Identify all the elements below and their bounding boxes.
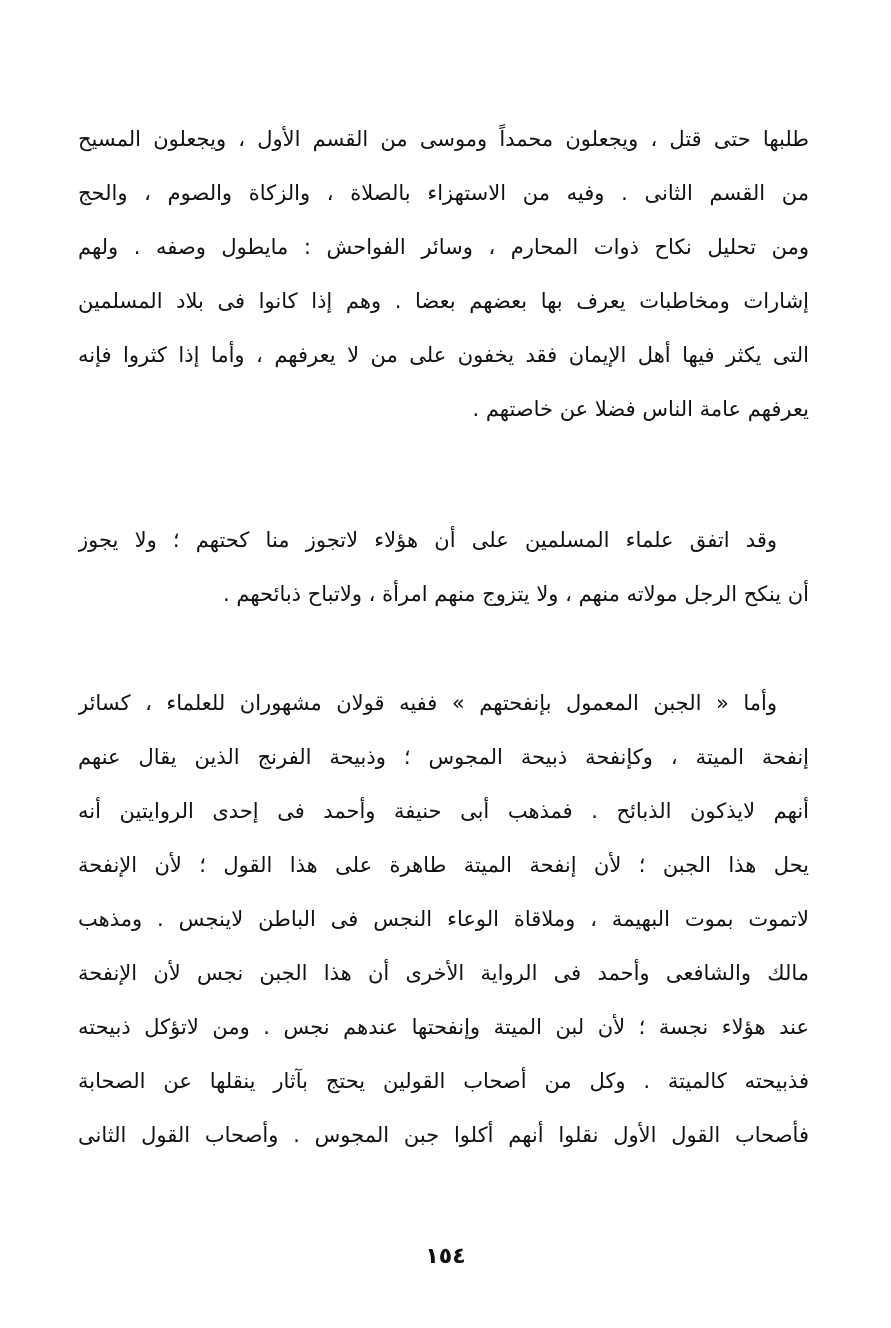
paragraph-3 (78, 676, 809, 1162)
text-line: فذبيحته كالميتة . وكل من أصحاب القولين يحتج بآثار ينقلها عن الصحابة (78, 1069, 809, 1093)
text-line: طلبها حتى قتل ، ويجعلون محمداً وموسى من القسم الأول ، ويجعلون المسيح (78, 127, 809, 151)
text-line: مالك والشافعى وأحمد فى الرواية الأخرى أن هذا الجبن نجس لأن الإنفحة (78, 961, 809, 985)
text-line: فأصحاب القول الأول نقلوا أنهم أكلوا جبن المجوس . وأصحاب القول الثانى (78, 1123, 809, 1147)
text-line: يعرفهم عامة الناس فضلا عن خاصتهم . (472, 397, 809, 421)
text-line: عند هؤلاء نجسة ؛ لأن لبن الميتة وإنفحتها عندهم نجس . ومن لاتؤكل ذبيحته (78, 1015, 809, 1039)
text-line: وأما « الجبن المعمول بإنفحتهم » ففيه قولان مشهوران للعلماء ، كسائر (78, 691, 777, 715)
text-line: إشارات ومخاطبات يعرف بها بعضهم بعضا . وهم إذا كانوا فى بلاد المسلمين (78, 289, 809, 313)
paragraph-1 (78, 112, 809, 436)
text-line: يحل هذا الجبن ؛ لأن إنفحة الميتة طاهرة على هذا القول ؛ لأن الإنفحة (78, 853, 809, 877)
text-line: التى يكثر فيها أهل الإيمان فقد يخفون على من لا يعرفهم ، وأما إذا كثروا فإنه (78, 343, 809, 367)
text-line: أن ينكح الرجل مولاته منهم ، ولا يتزوج منهم امرأة ، ولاتباح ذبائحهم . (223, 582, 809, 606)
text-line: وقد اتفق علماء المسلمين على أن هؤلاء لاتجوز منا كحتهم ؛ ولا يجوز (78, 528, 777, 552)
text-line: من القسم الثانى . وفيه من الاستهزاء بالصلاة ، والزكاة والصوم ، والحج (78, 181, 809, 205)
text-line: ومن تحليل نكاح ذوات المحارم ، وسائر الفواحش : مايطول وصفه . ولهم (78, 235, 809, 259)
page-number: ١٥٤ (425, 1244, 466, 1269)
text-line: أنهم لايذكون الذبائح . فمذهب أبى حنيفة وأحمد فى إحدى الروايتين أنه (78, 799, 809, 823)
text-line: إنفحة الميتة ، وكإنفحة ذبيحة المجوس ؛ وذبيحة الفرنج الذين يقال عنهم (78, 745, 809, 769)
paragraph-2 (78, 513, 809, 621)
text-line: لاتموت بموت البهيمة ، وملاقاة الوعاء النجس فى الباطن لاينجس . ومذهب (78, 907, 809, 931)
